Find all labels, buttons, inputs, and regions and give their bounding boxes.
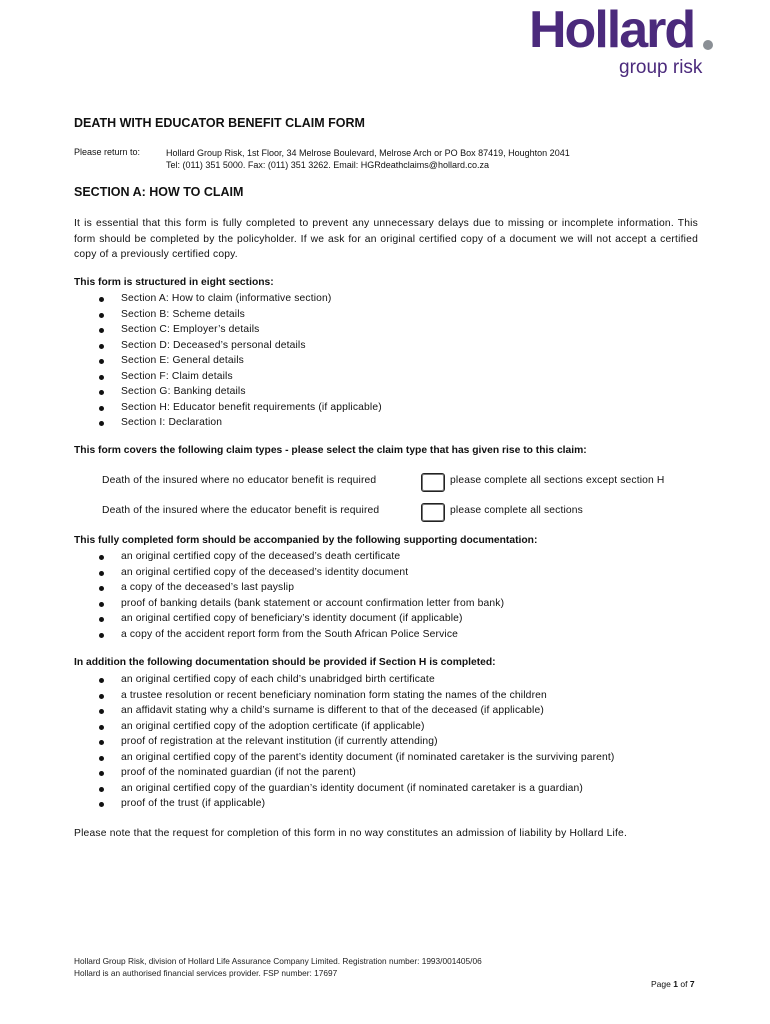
list-item: an original certified copy of the deceased’s identity document [74, 565, 504, 581]
list-item: Section G: Banking details [74, 384, 382, 400]
supporting-docs-list [74, 549, 504, 642]
footer-fsp-line: Hollard is an authorised financial services provider. FSP number: 17697 [74, 968, 338, 978]
liability-note: Please note that the request for completion of this form in no way constitutes an admission of liability by Hollard Life. [74, 828, 628, 839]
list-item: a trustee resolution or recent beneficiary nomination form stating the names of the children [74, 688, 615, 704]
claim-type-educator-label: Death of the insured where the educator benefit is required [102, 505, 380, 516]
list-item: proof of banking details (bank statement or account confirmation letter from bank) [74, 596, 504, 612]
return-to-label: Please return to: [74, 147, 141, 157]
list-item: Section E: General details [74, 353, 382, 369]
page-of: of [680, 979, 688, 989]
list-item: Section B: Scheme details [74, 307, 382, 323]
list-item: Section D: Deceased’s personal details [74, 338, 382, 354]
sections-list [74, 291, 382, 431]
claim-type-no-educator-note: please complete all sections except section H [450, 475, 665, 486]
list-item: proof of the trust (if applicable) [74, 796, 615, 812]
list-item: proof of the nominated guardian (if not the parent) [74, 765, 615, 781]
page-footer [74, 955, 482, 979]
list-item: Section I: Declaration [74, 415, 382, 431]
supporting-docs-heading: This fully completed form should be accompanied by the following supporting documentation: [74, 535, 538, 546]
page-word: Page [651, 979, 671, 989]
return-to-address [166, 147, 570, 171]
list-item: an original certified copy of beneficiary’s identity document (if applicable) [74, 611, 504, 627]
claim-type-no-educator-label: Death of the insured where no educator benefit is required [102, 475, 377, 486]
logo-tagline: group risk [619, 57, 703, 78]
claim-type-educator-checkbox[interactable] [421, 503, 445, 522]
list-item: a copy of the deceased’s last payslip [74, 580, 504, 596]
list-item: an affidavit stating why a child’s surname is different to that of the deceased (if applicable) [74, 703, 615, 719]
list-item: an original certified copy of the adoption certificate (if applicable) [74, 719, 615, 735]
list-item: proof of registration at the relevant institution (if currently attending) [74, 734, 615, 750]
list-item: an original certified copy of the parent’s identity document (if nominated caretaker is the surviving parent) [74, 750, 615, 766]
list-item: Section A: How to claim (informative section) [74, 291, 382, 307]
footer-company-line: Hollard Group Risk, division of Hollard Life Assurance Company Limited. Registration number: 1993/001405/06 [74, 956, 482, 966]
page-number [651, 979, 695, 989]
claim-type-educator-note: please complete all sections [450, 505, 583, 516]
list-item: Section F: Claim details [74, 369, 382, 385]
structure-heading: This form is structured in eight sections: [74, 277, 274, 288]
logo-dot [703, 40, 713, 50]
list-item: an original certified copy of the deceased’s death certificate [74, 549, 504, 565]
list-item: Section C: Employer’s details [74, 322, 382, 338]
claim-types-heading: This form covers the following claim types - please select the claim type that has given rise to this claim: [74, 445, 587, 456]
return-contact-line: Tel: (011) 351 5000. Fax: (011) 351 3262. Email: HGRdeathclaims@hollard.co.za [166, 160, 489, 170]
section-a-heading: SECTION A: HOW TO CLAIM [74, 185, 244, 199]
section-h-docs-heading: In addition the following documentation should be provided if Section H is completed: [74, 657, 496, 668]
page-total: 7 [689, 979, 695, 989]
return-address-line: Hollard Group Risk, 1st Floor, 34 Melrose Boulevard, Melrose Arch or PO Box 87419, Houghton 2041 [166, 148, 570, 158]
claim-type-no-educator-checkbox[interactable] [421, 473, 445, 492]
section-h-docs-list [74, 672, 615, 812]
section-a-intro: It is essential that this form is fully completed to prevent any unnecessary delays due to missing or incomplete information. This form should be completed by the policyholder. If we ask for an original certified copy of a document we will not accept a certified copy of a previously certified copy. [74, 218, 698, 260]
list-item: Section H: Educator benefit requirements (if applicable) [74, 400, 382, 416]
list-item: an original certified copy of each child’s unabridged birth certificate [74, 672, 615, 688]
list-item: an original certified copy of the guardian’s identity document (if nominated caretaker is a guardian) [74, 781, 615, 797]
form-title: DEATH WITH EDUCATOR BENEFIT CLAIM FORM [74, 116, 365, 130]
page-current: 1 [673, 979, 678, 989]
logo-brand: Hollard [529, 1, 695, 59]
list-item: a copy of the accident report form from the South African Police Service [74, 627, 504, 643]
